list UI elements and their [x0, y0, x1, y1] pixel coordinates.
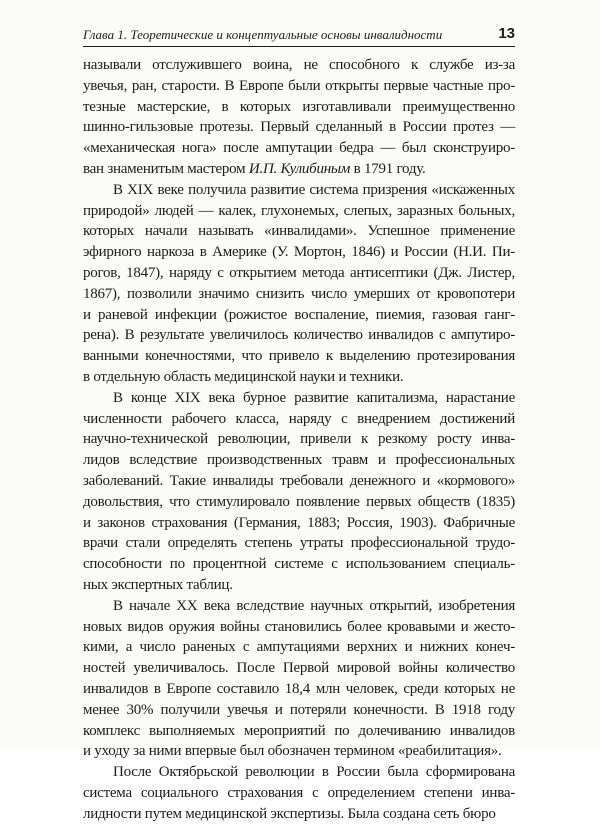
- text-line: и раневой инфекции (рожистое воспаление, пиемия, газовая ганг-: [83, 306, 515, 323]
- text-line: система социального страхования с определением степени инва-: [83, 784, 515, 801]
- text-line: В конце XIX века бурное развитие капитализма, нарастание: [113, 389, 515, 406]
- text-line: врачи стали определять степень утраты профессиональной трудо-: [83, 535, 515, 552]
- text-line: и уходу за ними впервые был обозначен термином «реабилитация».: [83, 743, 502, 760]
- text-line: довольствия, что стимулировало появление первых обществ (1835): [83, 493, 515, 510]
- text-line: природой» людей — калек, глухонемых, слепых, заразных больных,: [83, 202, 515, 219]
- paragraph: [83, 762, 515, 824]
- paragraph: [83, 596, 515, 762]
- text-line: 1867), позволили значимо снизить число умерших от кровопотери: [83, 285, 515, 302]
- text-line: В XIX веке получила развитие система призрения «искаженных: [113, 181, 515, 198]
- body-text: [83, 55, 515, 824]
- text-line: шинно-гильзовые протезы. Первый сделанный в России протез —: [83, 119, 515, 136]
- text-line: ностей увеличивалось. После Первой мировой войны количество: [83, 660, 515, 677]
- text-line: комплекс выполняемых мероприятий по долечиванию инвалидов: [83, 722, 515, 739]
- text-line: ван знаменитым мастером И.П. Кулибиным в 1791 году.: [83, 160, 426, 177]
- text-line: ванными конечностями, что привело к выделению протезирования: [83, 348, 515, 365]
- text-line: численности рабочего класса, наряду с внедрением достижений: [83, 410, 515, 427]
- text-line: кими, а число раненых с ампутациями верхних и нижних конеч-: [83, 639, 515, 656]
- text-line: в отдельную область медицинской науки и техники.: [83, 368, 404, 385]
- text-line: После Октябрьской революции в России была сформирована: [113, 764, 515, 781]
- text-line: рена). В результате увеличилось количество инвалидов с ампутиро-: [83, 327, 515, 344]
- text-line: заболеваний. Такие инвалиды требовали денежного и «кормового»: [83, 472, 515, 489]
- text-line: увечья, ран, старости. В Европе были открыты первые частные про-: [83, 77, 515, 94]
- text-line: и законов страхования (Германия, 1883; Россия, 1903). Фабричные: [83, 514, 515, 531]
- text-line: новых видов оружия войны становились более кровавыми и жесто-: [83, 618, 515, 635]
- chapter-title: Глава 1. Теоретические и концептуальные основы инвалидности: [83, 27, 443, 42]
- paragraph: [83, 388, 515, 596]
- text-line: лидности путем медицинской экспертизы. Была создана сеть бюро: [83, 805, 496, 822]
- text-line: инвалидов в Европе составило 18,4 млн человек, среди которых не: [83, 680, 515, 697]
- text-line: ных экспертных таблиц.: [83, 576, 233, 593]
- text-line: лидов вследствие производственных травм и профессиональных: [83, 452, 515, 469]
- paragraph: [83, 180, 515, 388]
- text-line: менее 30% получили увечья и потеряли конечности. В 1918 году: [83, 701, 515, 718]
- text-line: эфирного наркоза в Америке (У. Мортон, 1846) и России (Н.И. Пи-: [83, 244, 515, 261]
- page-number: 13: [498, 25, 515, 42]
- text-line: которых начали называть «инвалидами». Успешное применение: [83, 223, 515, 240]
- paragraph: [83, 55, 515, 180]
- text-line: «механическая нога» после ампутации бедра — был сконструиро-: [83, 140, 515, 157]
- text-line: способности по процентной системе с использованием специаль-: [83, 556, 515, 573]
- text-line: тезные мастерские, в которых изготавливали преимущественно: [83, 98, 515, 115]
- running-header: [83, 24, 515, 47]
- text-line: научно-технической революции, привели к резкому росту инва-: [83, 431, 515, 448]
- text-line: В начале XX века вследствие научных открытий, изобретения: [113, 597, 515, 614]
- text-line: рогов, 1847), наряду с открытием метода антисептики (Дж. Листер,: [83, 264, 515, 281]
- text-line: называли отслужившего воина, не способного к службе из-за: [83, 57, 515, 73]
